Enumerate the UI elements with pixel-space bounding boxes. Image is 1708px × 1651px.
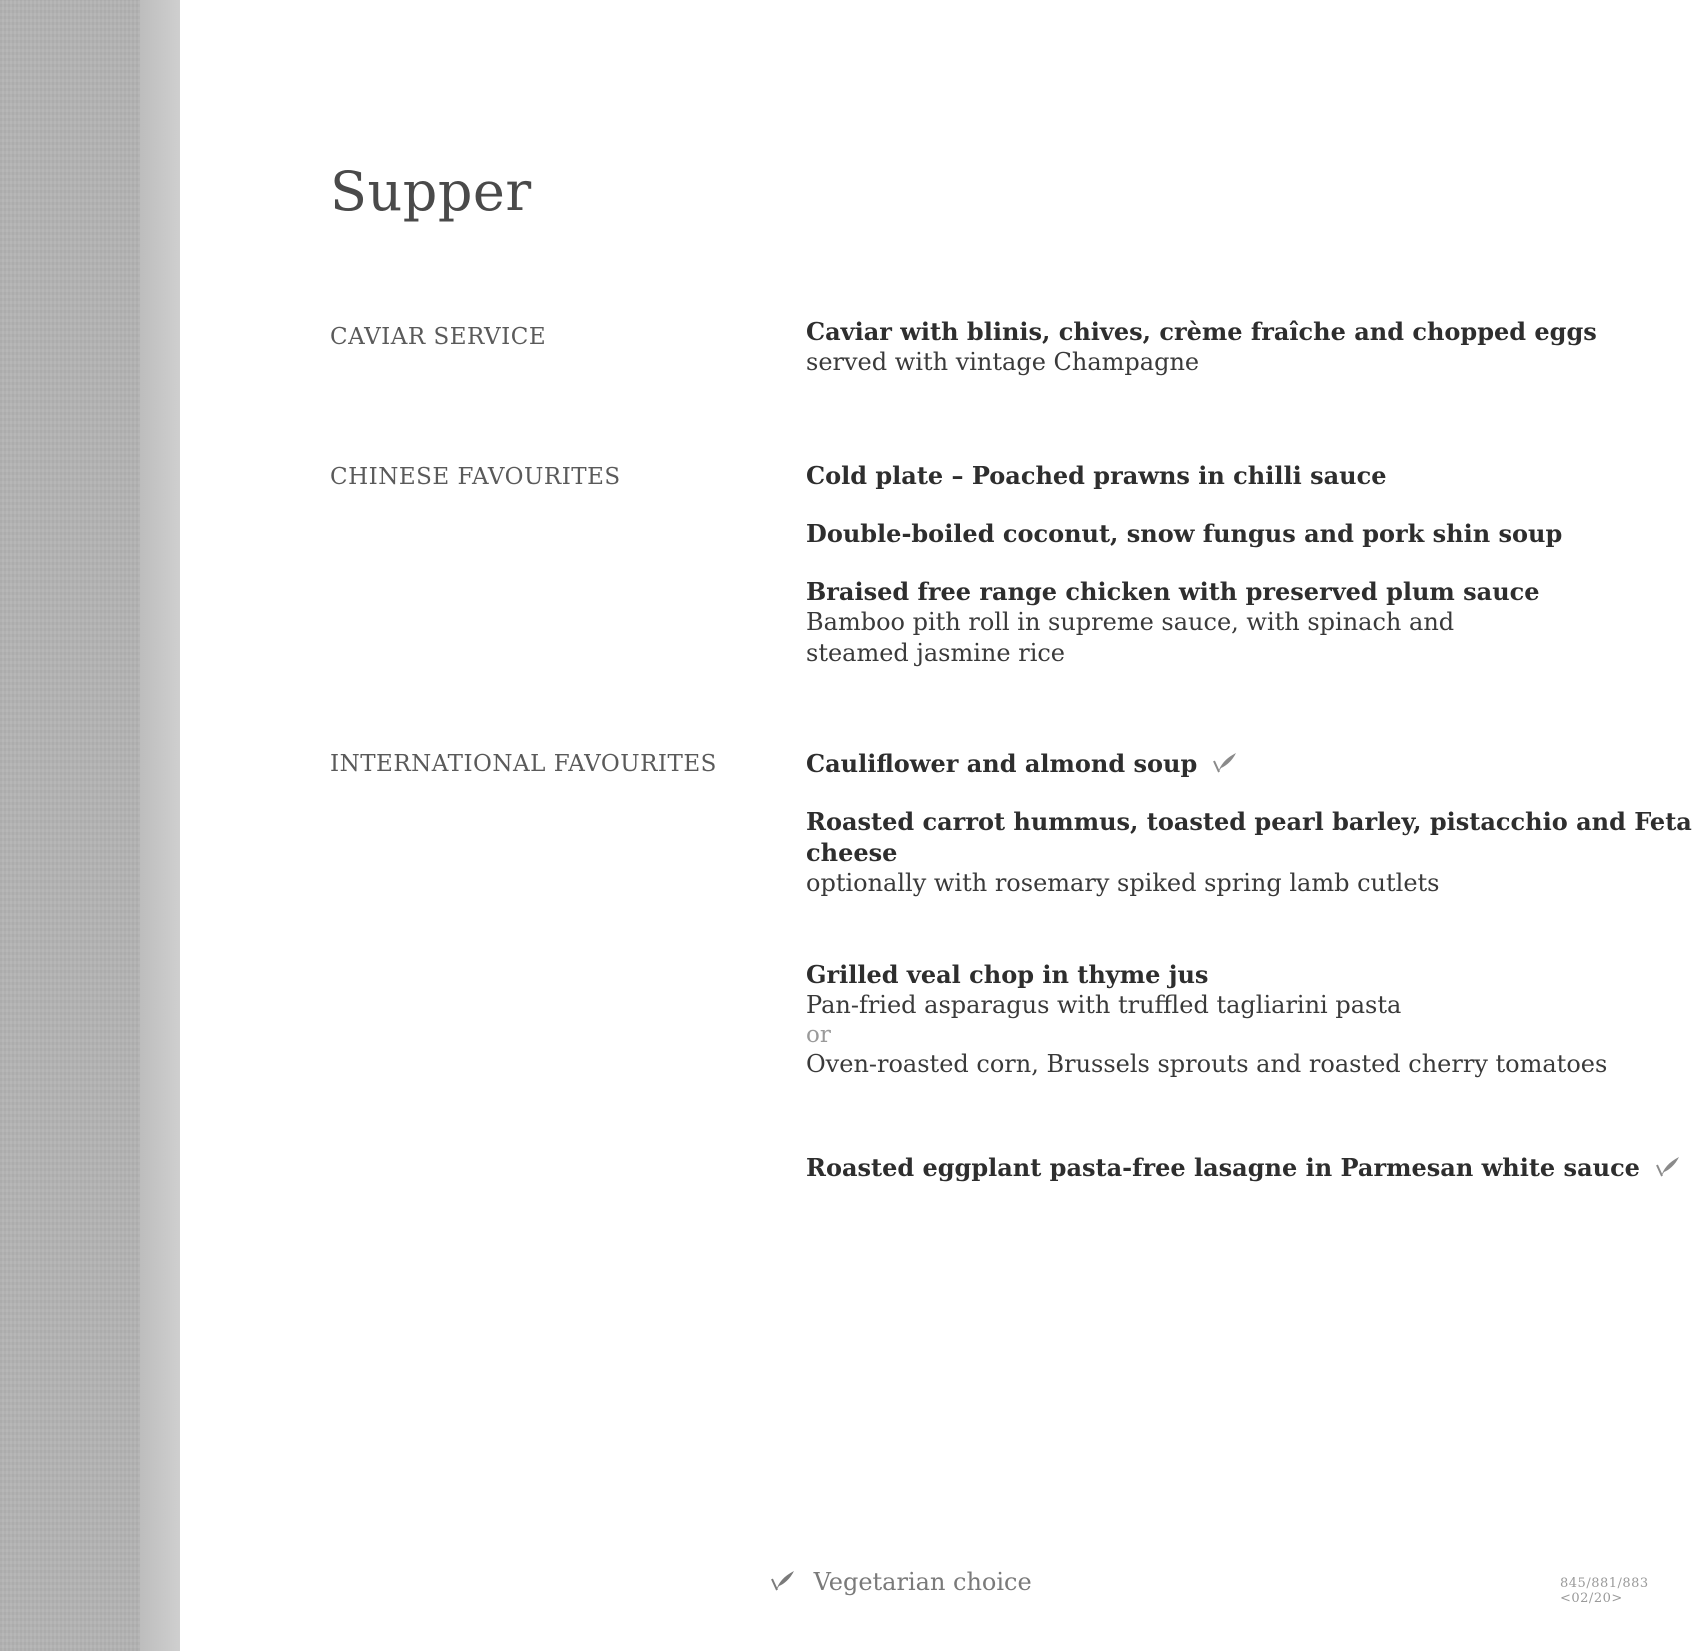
dish-name: Braised free range chicken with preserved plum sauce	[806, 577, 1540, 606]
menu-item	[806, 576, 1706, 669]
dish-description: Bamboo pith roll in supreme sauce, with spinach and	[806, 608, 1455, 636]
menu-item	[806, 806, 1706, 899]
section-international-favourites	[806, 748, 1706, 1211]
menu-item	[806, 460, 1706, 491]
dish-name: Double-boiled coconut, snow fungus and pork shin soup	[806, 519, 1563, 548]
menu-item	[806, 518, 1706, 549]
menu-item	[806, 316, 1706, 378]
leaf-icon	[770, 1569, 796, 1593]
dish-name: Cauliflower and almond soup	[806, 749, 1198, 778]
menu-item	[806, 1152, 1706, 1183]
section-label-chinese-favourites: CHINESE FAVOURITES	[330, 464, 621, 490]
dish-name: Cold plate – Poached prawns in chilli sauce	[806, 461, 1387, 490]
dish-name: Roasted eggplant pasta-free lasagne in Parmesan white sauce	[806, 1153, 1640, 1182]
vegetarian-legend	[770, 1568, 1032, 1596]
menu-spine	[0, 0, 140, 1651]
menu-spine-edge	[140, 0, 180, 1651]
dish-alternative: Oven-roasted corn, Brussels sprouts and roasted cherry tomatoes	[806, 1050, 1608, 1078]
legend-label: Vegetarian choice	[813, 1568, 1032, 1596]
dish-name: Grilled veal chop in thyme jus	[806, 960, 1209, 989]
menu-code: 845/881/883 <02/20>	[1560, 1576, 1649, 1606]
dish-description: steamed jasmine rice	[806, 639, 1066, 667]
menu-item	[806, 959, 1706, 1080]
dish-description: served with vintage Champagne	[806, 348, 1200, 376]
page-title: Supper	[330, 160, 532, 223]
dish-description: Pan-fried asparagus with truffled tagliarini pasta	[806, 991, 1402, 1019]
dish-name: Caviar with blinis, chives, crème fraîche and chopped eggs	[806, 317, 1597, 346]
section-caviar-service	[806, 316, 1706, 406]
or-separator: or	[806, 1022, 831, 1048]
menu-item	[806, 748, 1706, 779]
dish-name: Roasted carrot hummus, toasted pearl barley, pistacchio and Feta cheese	[806, 807, 1692, 867]
leaf-icon	[1655, 1155, 1681, 1179]
leaf-icon	[1212, 751, 1238, 775]
section-label-caviar-service: CAVIAR SERVICE	[330, 324, 547, 350]
section-label-international-favourites: INTERNATIONAL FAVOURITES	[330, 751, 717, 777]
section-chinese-favourites	[806, 460, 1706, 697]
dish-description: optionally with rosemary spiked spring lamb cutlets	[806, 869, 1440, 897]
